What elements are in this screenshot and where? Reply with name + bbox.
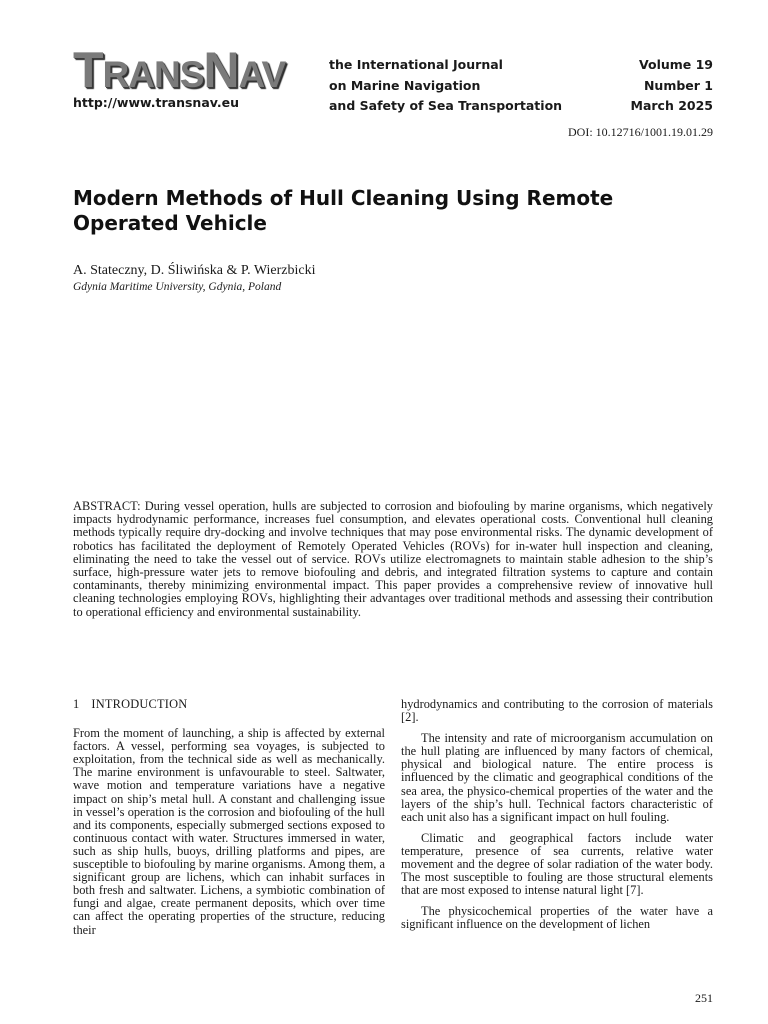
abstract: ABSTRACT: During vessel operation, hulls are subjected to corrosion and biofouling by marine organisms, which negatively impacts hydrodynamic performance, increases fuel consumption, and elevates operational costs. Conventional hull cleaning methods typically require dry-docking and involve techniques that may pose environmental risks. The dynamic development of robotics has facilitated the deployment of Remotely Operated Vehicles (ROVs) for in-water hull inspection and cleaning, eliminating the need to take the vessel out of service. ROVs utilize electromagnets to maintain stable adhesion to the ship’s surface, high-pressure water jets to remove biofouling and debris, and integrated filtration systems to capture and contain contaminants, thereby minimizing environmental impact. This paper provides a comprehensive review of innovative hull cleaning technologies employing ROVs, highlighting their advantages over traditional methods and assessing their contribution to operational efficiency and environmental sustainability. bbox=[73, 499, 713, 619]
paragraph: From the moment of launching, a ship is affected by external factors. A vessel, performing sea voyages, is subjected to exploitation, from the technical side as well as mechanically. The marine environment is unfavourable to steel. Saltwater, wave motion and temperature variations have a negative impact on ship’s metal hull. A constant and challenging issue in vessel’s operation is the corrosion and biofouling of the hull and its components, especially submerged sections exposed to continuous contact with water. Structures immersed in water, such as ship hulls, buoys, drilling platforms and pipes, are susceptible to biofouling by marine organisms. Among them, a significant group are lichens, which can inhabit surfaces in both fresh and saltwater. Lichens, a symbiotic combination of fungi and algae, create permanent deposits, which over time can affect the operating properties of the structure, reducing their bbox=[73, 726, 385, 937]
volume: Volume 19 bbox=[638, 57, 713, 72]
journal-description bbox=[329, 55, 563, 117]
article-title: Modern Methods of Hull Cleaning Using Remote Operated Vehicle bbox=[73, 186, 614, 235]
paragraph: Climatic and geographical factors include water temperature, presence of sea currents, relative water movement and the degree of solar radiation of the water body. The most susceptible to fouling are those structural elements that are most exposed to intense natural light [7]. bbox=[401, 830, 713, 898]
doi[interactable]: DOI: 10.12716/1001.19.01.29 bbox=[568, 125, 713, 139]
body-column-left bbox=[73, 698, 385, 945]
body-column-right bbox=[401, 698, 713, 940]
paragraph: The physicochemical properties of the water have a significant influence on the development of lichen bbox=[401, 904, 713, 932]
page-number: 251 bbox=[695, 991, 713, 1005]
journal-logo: TRANSNAV bbox=[73, 46, 286, 94]
affiliation: Gdynia Maritime University, Gdynia, Poland bbox=[73, 281, 282, 293]
paragraph-continuation: hydrodynamics and contributing to the corrosion of materials [2]. bbox=[401, 697, 713, 725]
authors: A. Stateczny, D. Śliwińska & P. Wierzbicki bbox=[73, 263, 316, 278]
section-title: INTRODUCTION bbox=[91, 697, 188, 711]
journal-line: on Marine Navigation bbox=[329, 77, 481, 93]
section-number: 1 bbox=[73, 697, 80, 711]
issue-number: Number 1 bbox=[643, 77, 713, 93]
journal-url[interactable]: http://www.transnav.eu bbox=[73, 95, 240, 110]
journal-line: the International Journal bbox=[329, 57, 503, 72]
paragraph: The intensity and rate of microorganism accumulation on the hull plating are influenced by many factors of chemical, physical and biological nature. The entire process is influenced by the climatic and geographical conditions of the sea area, the physico-chemical properties of the water and the layers of the ship’s hull. Technical factors characteristic of each unit also has a significant impact on hull fouling. bbox=[401, 731, 713, 824]
journal-line: and Safety of Sea Transportation bbox=[329, 98, 563, 113]
section-heading bbox=[73, 698, 385, 711]
issue-date: March 2025 bbox=[630, 98, 713, 113]
issue-info bbox=[583, 55, 713, 117]
